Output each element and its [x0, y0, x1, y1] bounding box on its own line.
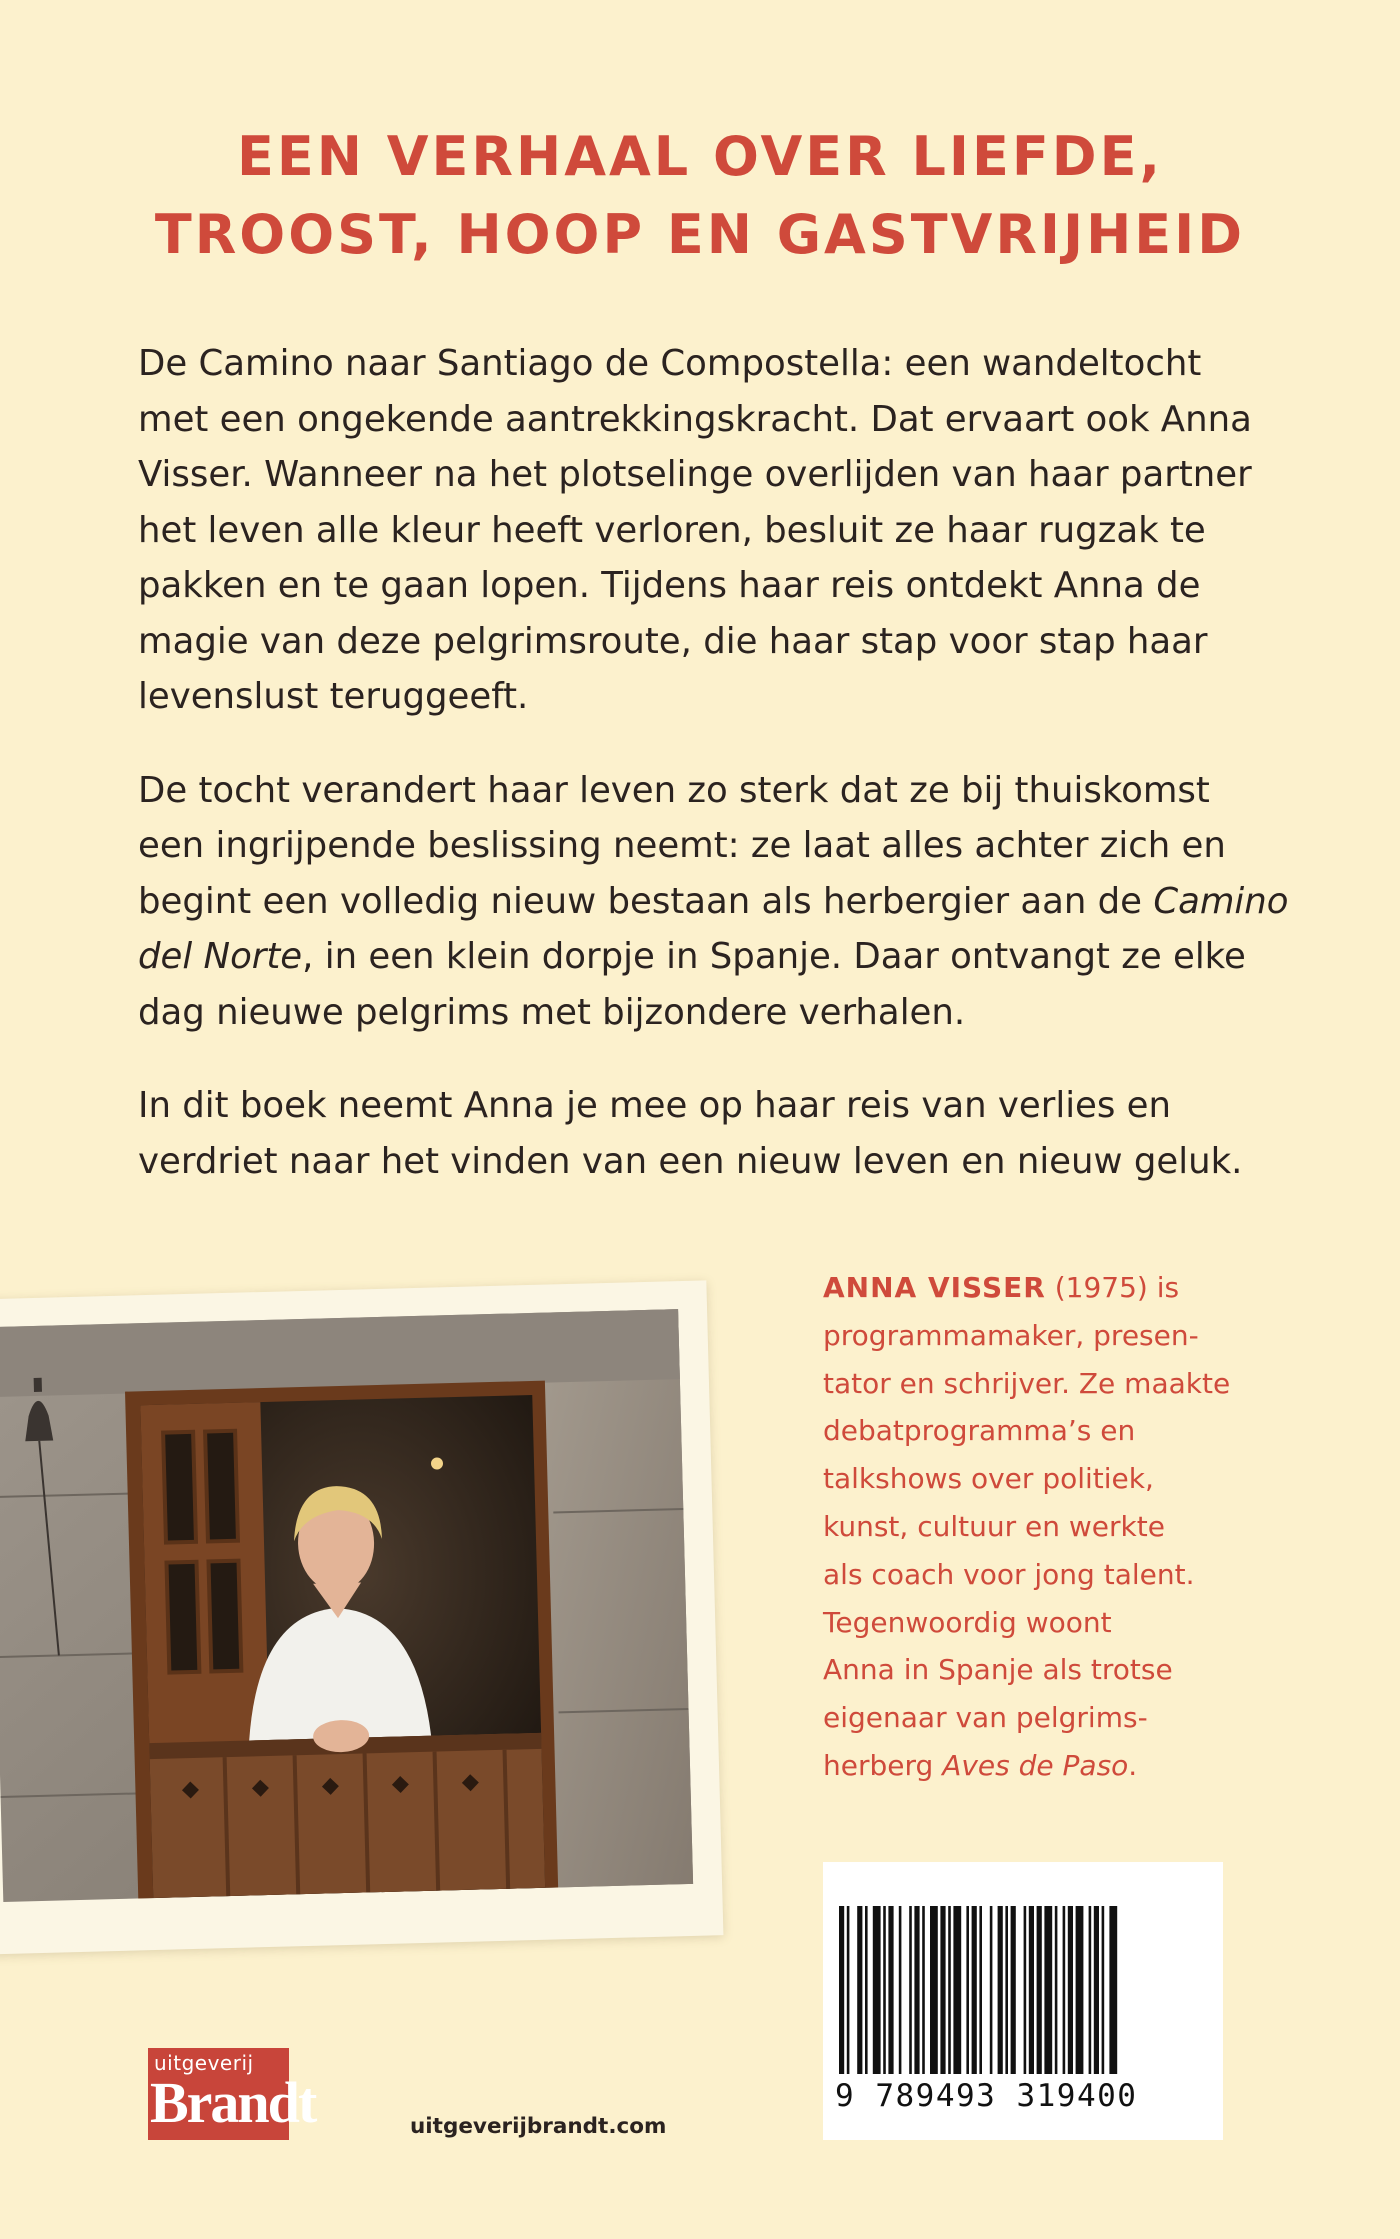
publisher-logo-top: uitgeverij [154, 2051, 254, 2075]
blurb-line [138, 874, 1338, 930]
bio-line: Anna in Spanje als trotse [823, 1653, 1173, 1687]
blurb-line: het leven alle kleur heeft verloren, besluit ze haar rugzak te [138, 509, 1206, 551]
headline-line-1: EEN VERHAAL OVER LIEFDE, [236, 125, 1164, 188]
blurb-paragraph-3 [138, 1078, 1338, 1189]
publisher-logo [148, 2048, 316, 2140]
blurb-line: De Camino naar Santiago de Compostella: een wandeltocht [138, 343, 1202, 384]
author-born: (1975) is [1045, 1271, 1180, 1304]
blurb-line: een ingrijpende beslissing neemt: ze laat alles achter zich en [138, 825, 1226, 866]
publisher-logo-main: Brandt [150, 2070, 316, 2135]
bio-line: als coach voor jong talent. [823, 1557, 1195, 1591]
blurb-text: , in een klein dorpje in Spanje. Daar ontvangt ze elke [302, 936, 1246, 977]
barcode-bars [835, 1906, 1211, 2074]
bio-line: eigenaar van pelgrims- [823, 1701, 1148, 1735]
headline-line-2: TROOST, HOOP EN GASTVRIJHEID [154, 203, 1246, 266]
blurb-paragraph-1 [138, 336, 1338, 725]
author-photo-frame [0, 1280, 723, 1954]
blurb-line: magie van deze pelgrimsroute, die haar stap voor stap haar [138, 620, 1208, 662]
route-name-part-1: Camino [1153, 880, 1289, 922]
author-bio [823, 1264, 1283, 1790]
isbn-number: 9 789493 319400 [835, 2078, 1138, 2114]
blurb-line: met een ongekende aantrekkingskracht. Dat ervaart ook Anna [138, 398, 1252, 440]
bio-line: Tegenwoordig woont [823, 1605, 1112, 1639]
blurb-line: levenslust teruggeeft. [138, 676, 529, 717]
author-photo [0, 1309, 693, 1902]
barcode [823, 1862, 1223, 2140]
blurb-line: pakken en te gaan lopen. Tijdens haar reis ontdekt Anna de [138, 565, 1201, 606]
publisher-website: uitgeverijbrandt.com [410, 2114, 667, 2139]
blurb-line: In dit boek neemt Anna je mee op haar reis van verlies en [138, 1085, 1172, 1126]
blurb [138, 336, 1338, 1227]
hostel-name: Aves de Paso [942, 1748, 1129, 1782]
blurb-line: Visser. Wanneer na het plotselinge overlijden van haar partner [138, 454, 1252, 495]
blurb-line: dag nieuwe pelgrims met bijzondere verhalen. [138, 991, 966, 1033]
blurb-line: De tocht verandert haar leven zo sterk dat ze bij thuiskomst [138, 769, 1210, 811]
bio-line: tator en schrijver. Ze maakte [823, 1366, 1231, 1400]
blurb-text: begint een volledig nieuw bestaan als herbergier aan de [138, 880, 1154, 922]
bio-line [823, 1742, 1283, 1790]
headline [0, 118, 1400, 274]
blurb-line: verdriet naar het vinden van een nieuw leven en nieuw geluk. [138, 1140, 1243, 1182]
author-name: ANNA VISSER [823, 1271, 1046, 1304]
bio-line: programmamaker, presen- [823, 1318, 1199, 1352]
bio-line: talkshows over politiek, [823, 1462, 1154, 1496]
bio-text: herberg [823, 1748, 943, 1782]
bio-text: . [1128, 1748, 1138, 1782]
bio-line: debatprogramma’s en [823, 1414, 1136, 1448]
blurb-line [138, 929, 1338, 985]
bio-line: kunst, cultuur en werkte [823, 1509, 1165, 1543]
blurb-paragraph-2 [138, 763, 1338, 1041]
route-name-part-2: del Norte [138, 936, 303, 977]
bio-line [823, 1264, 1283, 1312]
